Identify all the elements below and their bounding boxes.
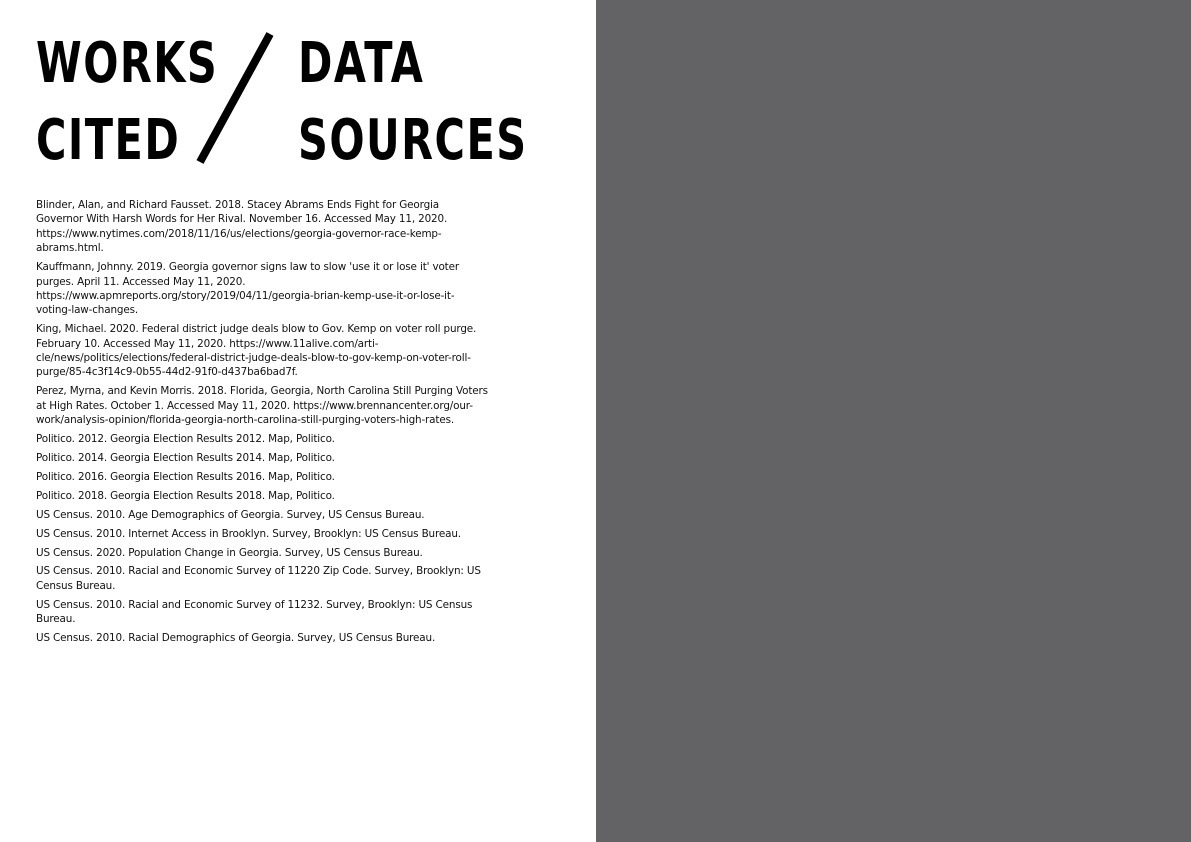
heading-sources: SOURCES [298,108,528,173]
citation-entry: US Census. 2010. Age Demographics of Georgia. Survey, US Census Bureau. [36,508,425,521]
citation-entry: Politico. 2016. Georgia Election Results 2016. Map, Politico. [36,470,335,483]
heading-works: WORKS [36,31,219,96]
citation-entry: Blinder, Alan, and Richard Fausset. 2018. Stacey Abrams Ends Fight for Georgia Governor With Harsh Words for Her Rival. November 16. Accessed May 11, 2020. https://www.nytimes.com/2018/11/16/us/elections/georgia-governor-race-kemp-abrams.html. [36,199,448,255]
citation-entry: US Census. 2010. Racial Demographics of Georgia. Survey, US Census Bureau. [36,632,436,645]
citation-entry: US Census. 2010. Racial and Economic Survey of 11232. Survey, Brooklyn: US Census Bureau. [36,598,473,626]
citation-entry: Politico. 2018. Georgia Election Results 2018. Map, Politico. [36,489,335,502]
right-page-gray-panel [596,0,1191,842]
citation-entry: Politico. 2012. Georgia Election Results 2012. Map, Politico. [36,433,335,446]
citation-entry: Perez, Myrna, and Kevin Morris. 2018. Florida, Georgia, North Carolina Still Purging Voters at High Rates. October 1. Accessed May 11, 2020. https://www.brennancenter.org/our-work/analysis-opinion/florida-georgia-north-carolina-still-purging-voters-high-rates. [36,385,488,427]
heading-data: DATA [298,31,425,96]
citation-entry: US Census. 2010. Internet Access in Brooklyn. Survey, Brooklyn: US Census Bureau. [36,527,461,540]
citation-list [36,198,488,650]
citation-entry: Politico. 2014. Georgia Election Results 2014. Map, Politico. [36,452,335,464]
heading-cited: CITED [36,108,181,173]
slash-divider [190,30,282,168]
citation-entry: Kauffmann, Johnny. 2019. Georgia governor signs law to slow 'use it or lose it' voter purges. April 11. Accessed May 11, 2020. https://www.apmreports.org/story/2019/04/11/georgia-brian-kemp-use-it-or-lose-it-voting-law-changes. [36,261,459,317]
citation-entry: US Census. 2010. Racial and Economic Survey of 11220 Zip Code. Survey, Brooklyn: US Census Bureau. [36,565,481,592]
citation-entry: King, Michael. 2020. Federal district judge deals blow to Gov. Kemp on voter roll purge. February 10. Accessed May 11, 2020. https://www.11alive.com/article/news/politics/elections/federal-district-judge-deals-blow-to-gov-kemp-on-voter-roll-purge/85-4c3f14c9-0b55-44d2-91f0-d437ba6bad7f. [36,323,477,379]
citation-entry: US Census. 2020. Population Change in Georgia. Survey, US Census Bureau. [36,546,423,559]
